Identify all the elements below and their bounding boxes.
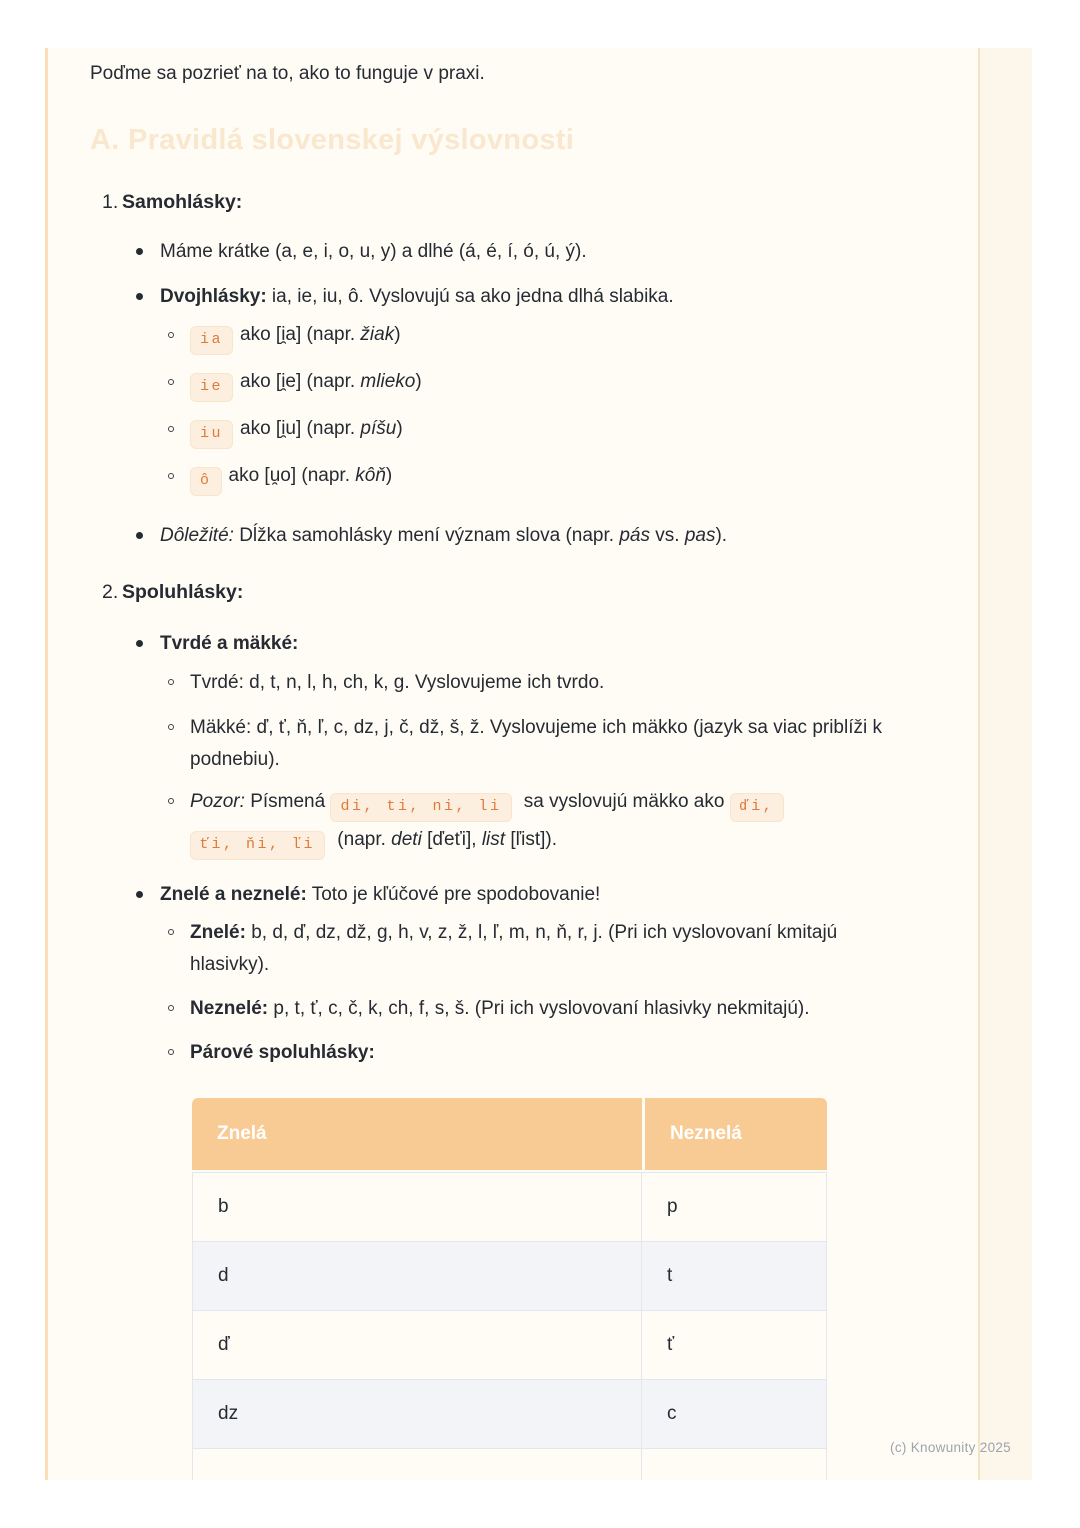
diphthong-text-end: ) [415, 371, 422, 392]
circle-marker-icon [168, 679, 174, 685]
sub-bullet-hard [90, 667, 890, 699]
diphthong-text-end: ) [396, 418, 403, 439]
circle-marker-icon [168, 473, 174, 479]
bullet-vowels-short-long [90, 238, 920, 266]
example-word: mlieko [360, 371, 416, 392]
note-text: vs. [649, 525, 685, 546]
example-word: pas [684, 525, 716, 546]
note-text: [ďeťi], [421, 829, 482, 850]
bullet-dot-icon [136, 891, 143, 898]
intro-paragraph: Poďme sa pozrieť na to, ako to funguje v praxi. [90, 63, 485, 84]
document-page [45, 48, 1032, 1480]
table-cell: t [667, 1265, 673, 1286]
bullet-label: Znelé a neznelé: [160, 884, 307, 905]
circle-marker-icon [168, 332, 174, 338]
diphthong-text: ako [i̯u] (napr. [240, 418, 361, 439]
diphthong-text-end: ) [394, 324, 401, 345]
example-word: deti [391, 829, 422, 850]
table-header-neznela: Neznelá [645, 1098, 827, 1170]
sub-bullet-label: Párové spoluhlásky: [190, 1042, 375, 1063]
note-text: Dĺžka samohlásky mení význam slova (napr. [233, 525, 620, 546]
circle-marker-icon [168, 1049, 174, 1055]
bullet-text: Máme krátke (a, e, i, o, u, y) a dlhé (á, é, í, ó, ú, ý). [160, 241, 587, 262]
inline-code-chip: ďi, [730, 793, 785, 822]
sub-bullet-znele [90, 917, 890, 981]
table-row [193, 1311, 826, 1380]
table-body [192, 1172, 827, 1480]
table-cell: ť [667, 1334, 675, 1355]
inline-code-chip: di, ti, ni, li [330, 793, 511, 822]
table-cell: p [667, 1196, 678, 1217]
table-cell: c [667, 1403, 677, 1424]
bullet-dot-icon [136, 293, 143, 300]
note-text: [ľist]). [505, 829, 558, 850]
diphthong-text: ako [u̯o] (napr. [228, 465, 356, 486]
diphthong-row-ia [90, 319, 890, 355]
sub-bullet-label: Znelé: [190, 922, 246, 943]
inline-code-chip: ia [190, 326, 233, 355]
table-row [193, 1242, 826, 1311]
diphthong-text: ako [i̯e] (napr. [240, 371, 361, 392]
page-content [90, 48, 935, 1480]
parove-spoluhlasky-table [192, 1098, 827, 1480]
bullet-label: Tvrdé a mäkké: [160, 633, 299, 654]
inline-code-chip: ie [190, 373, 233, 402]
example-word: píšu [360, 418, 397, 439]
bullet-voiced-voiceless [90, 881, 920, 909]
bullet-text: Toto je kľúčové pre spodobovanie! [306, 884, 601, 905]
footer-copyright: (c) Knowunity 2025 [890, 1440, 1011, 1455]
item-label: Samohlásky: [122, 191, 243, 213]
table-row [193, 1380, 826, 1449]
bullet-hard-soft [90, 630, 920, 658]
sub-bullet-pozor [90, 784, 890, 860]
note-text: sa vyslovujú mäkko ako [518, 791, 730, 812]
sub-bullet-neznele [90, 993, 890, 1025]
note-text: Písmená [244, 791, 331, 812]
diphthong-text: ako [i̯a] (napr. [240, 324, 361, 345]
note-label: Dôležité: [160, 525, 234, 546]
section-heading: A. Pravidlá slovenskej výslovnosti [90, 124, 575, 156]
example-word: žiak [360, 324, 395, 345]
diphthong-row-iu [90, 413, 890, 449]
diphthong-text-end: ) [385, 465, 393, 486]
diphthong-row-o [90, 460, 890, 496]
circle-marker-icon [168, 426, 174, 432]
sub-bullet-text: b, d, ď, dz, dž, g, h, v, z, ž, l, ľ, m, n, ň, r, j. (Pri ich vyslovovaní kmitajú hlasivky). [190, 922, 838, 975]
sub-bullet-text: p, t, ť, c, č, k, ch, f, s, š. (Pri ich vyslovovaní hlasivky nekmitajú). [268, 998, 810, 1019]
sub-bullet-parove [90, 1037, 890, 1069]
bullet-diphthongs [90, 283, 920, 311]
example-word: pás [619, 525, 650, 546]
bullet-dot-icon [136, 248, 143, 255]
bullet-text: ia, ie, iu, ô. Vyslovujú sa ako jedna dlhá slabika. [266, 286, 674, 307]
item-number: 2. [102, 581, 119, 603]
table-cell: d [193, 1242, 642, 1310]
table-cell: ď [193, 1311, 642, 1379]
example-word: kôň [355, 465, 386, 486]
bullet-label: Dvojhlásky: [160, 286, 267, 307]
bullet-dot-icon [136, 640, 143, 647]
inline-code-chip: ô [190, 467, 222, 496]
table-row [193, 1449, 826, 1480]
circle-marker-icon [168, 724, 174, 730]
table-row [193, 1173, 826, 1242]
table-cell: dz [193, 1380, 642, 1448]
page-edge-strip [978, 48, 1032, 1480]
list-item-spoluhlasky [90, 578, 935, 606]
sub-bullet-text: Mäkké: ď, ť, ň, ľ, c, dz, j, č, dž, š, ž. Vyslovujeme ich mäkko (jazyk sa viac priblíži k podnebiu). [190, 717, 882, 770]
inline-code-chip: ťi, ňi, ľi [190, 831, 325, 860]
sub-bullet-soft [90, 712, 890, 776]
table-header-row [192, 1098, 827, 1170]
bullet-vowel-length-note [90, 522, 920, 550]
table-cell [642, 1449, 826, 1480]
item-number: 1. [102, 191, 119, 213]
note-text: (napr. [332, 829, 392, 850]
circle-marker-icon [168, 379, 174, 385]
sub-bullet-label: Neznelé: [190, 998, 269, 1019]
inline-code-chip: iu [190, 420, 233, 449]
item-label: Spoluhlásky: [122, 581, 244, 603]
table-cell [193, 1449, 642, 1480]
note-text: ). [715, 525, 728, 546]
table-header-znela: Znelá [192, 1098, 642, 1170]
circle-marker-icon [168, 798, 174, 804]
list-item-samohlasky [90, 188, 935, 216]
table-cell: b [193, 1173, 642, 1241]
note-label: Pozor: [190, 791, 245, 812]
circle-marker-icon [168, 1005, 174, 1011]
sub-bullet-text: Tvrdé: d, t, n, l, h, ch, k, g. Vyslovujeme ich tvrdo. [190, 672, 605, 693]
bullet-dot-icon [136, 532, 143, 539]
example-word: list [481, 829, 506, 850]
diphthong-row-ie [90, 366, 890, 402]
circle-marker-icon [168, 929, 174, 935]
